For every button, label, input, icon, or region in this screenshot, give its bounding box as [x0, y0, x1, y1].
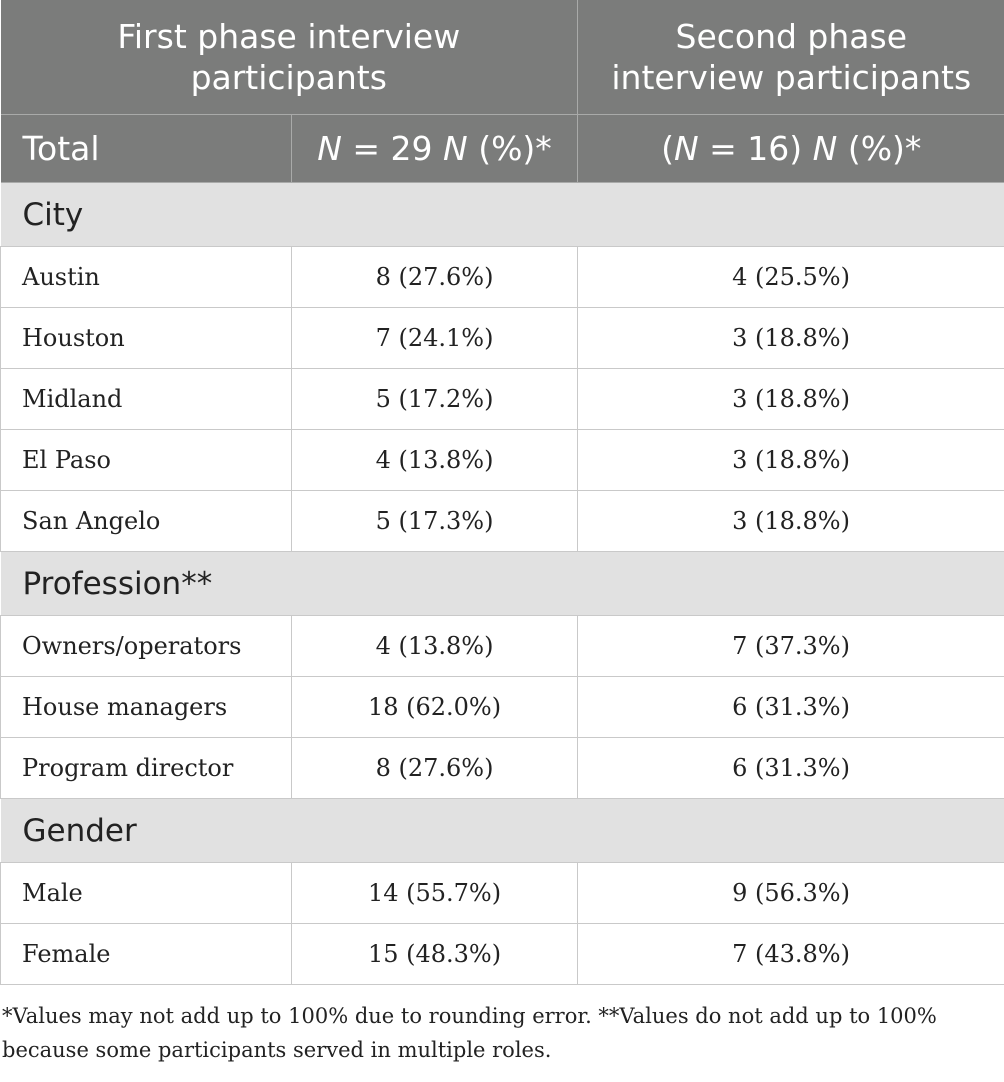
second-phase-value: 3 (18.8%) [578, 308, 1004, 369]
first-phase-value: 8 (27.6%) [292, 738, 578, 799]
second-phase-header: Second phase interview participants [578, 0, 1004, 115]
section-gender [1, 799, 1004, 863]
table-row [1, 247, 1004, 308]
row-label: Owners/operators [1, 616, 292, 677]
row-label: Austin [1, 247, 292, 308]
table-footnote: *Values may not add up to 100% due to rounding error. **Values do not add up to 100% because some participants served in multiple roles. [2, 1004, 937, 1062]
first-phase-value: 5 (17.2%) [292, 369, 578, 430]
second-phase-value: 3 (18.8%) [578, 369, 1004, 430]
first-phase-n: N = 29 N (%)* [292, 115, 578, 183]
second-phase-value: 4 (25.5%) [578, 247, 1004, 308]
row-label: San Angelo [1, 491, 292, 552]
header-row-phases [1, 0, 1004, 115]
second-phase-value: 3 (18.8%) [578, 430, 1004, 491]
first-phase-value: 14 (55.7%) [292, 863, 578, 924]
second-phase-value: 3 (18.8%) [578, 491, 1004, 552]
first-phase-value: 8 (27.6%) [292, 247, 578, 308]
second-phase-value: 7 (37.3%) [578, 616, 1004, 677]
section-city [1, 183, 1004, 247]
first-phase-value: 18 (62.0%) [292, 677, 578, 738]
section-title: Gender [1, 799, 1004, 863]
first-phase-value: 5 (17.3%) [292, 491, 578, 552]
first-phase-header: First phase interview participants [1, 0, 578, 115]
second-phase-value: 6 (31.3%) [578, 738, 1004, 799]
table-row [1, 924, 1004, 985]
second-phase-n: (N = 16) N (%)* [578, 115, 1004, 183]
section-title: Profession** [1, 552, 1004, 616]
row-label: Male [1, 863, 292, 924]
table-row [1, 369, 1004, 430]
second-phase-value: 7 (43.8%) [578, 924, 1004, 985]
section-title: City [1, 183, 1004, 247]
first-phase-value: 7 (24.1%) [292, 308, 578, 369]
row-label: Female [1, 924, 292, 985]
first-phase-value: 4 (13.8%) [292, 430, 578, 491]
first-phase-value: 15 (48.3%) [292, 924, 578, 985]
row-label: Houston [1, 308, 292, 369]
table-row [1, 677, 1004, 738]
row-label: Midland [1, 369, 292, 430]
table-row [1, 738, 1004, 799]
second-phase-value: 9 (56.3%) [578, 863, 1004, 924]
second-phase-value: 6 (31.3%) [578, 677, 1004, 738]
row-label: House managers [1, 677, 292, 738]
row-label: Program director [1, 738, 292, 799]
table-row [1, 491, 1004, 552]
row-label: El Paso [1, 430, 292, 491]
header-row-totals [1, 115, 1004, 183]
total-label: Total [1, 115, 292, 183]
table-row [1, 616, 1004, 677]
section-profession [1, 552, 1004, 616]
table-row [1, 863, 1004, 924]
table-row [1, 308, 1004, 369]
first-phase-value: 4 (13.8%) [292, 616, 578, 677]
table-row [1, 430, 1004, 491]
